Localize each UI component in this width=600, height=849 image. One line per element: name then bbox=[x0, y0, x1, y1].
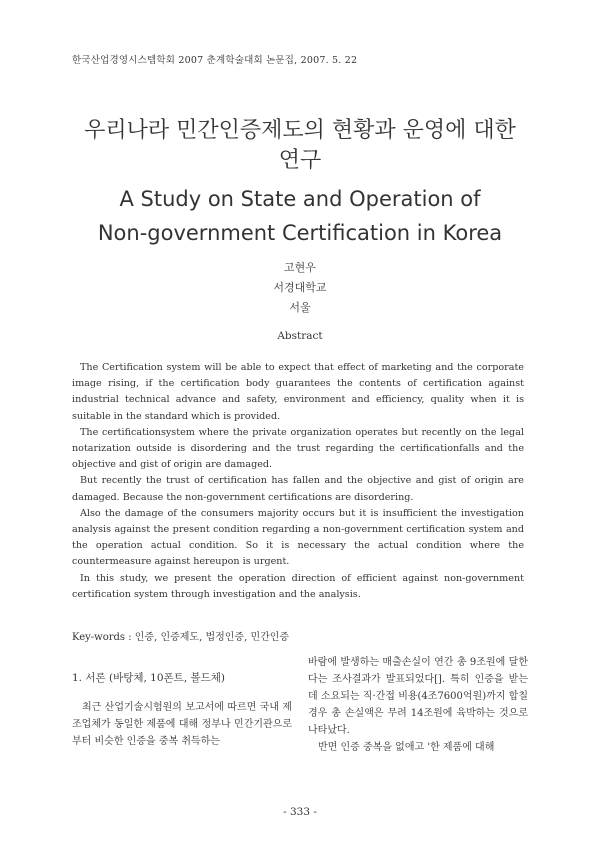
korean-title-line-2: 연구 bbox=[278, 148, 322, 173]
abstract-paragraph: In this study, we present the operation direction of efficient against non-government certification system through investigation and the analysis. bbox=[72, 572, 524, 600]
title-block bbox=[0, 116, 600, 250]
author-location: 서울 bbox=[289, 301, 311, 314]
section-heading: 1. 서론 (바탕체, 10폰트, 볼드체) bbox=[72, 672, 226, 684]
abstract-paragraph: Also the damage of the consumers majority occurs but it is insufficient the investigation analysis against the present condition regarding a non-government certification system and the operation actual condition. So it is necessary the actual condition where the countermeasure against hereupon is urgent. bbox=[72, 507, 524, 568]
page-number: - 333 - bbox=[283, 806, 317, 818]
author-affiliation: 서경대학교 bbox=[273, 281, 327, 294]
abstract-heading: Abstract bbox=[277, 330, 323, 342]
author-name: 고현우 bbox=[284, 261, 316, 274]
author-block bbox=[0, 258, 600, 318]
abstract-paragraph: But recently the trust of certification has fallen and the objective and gist of origin are damaged. Because the non-government certifications are disordering. bbox=[72, 475, 524, 503]
body-paragraph: 반면 인증 중복을 없애고 '한 제품에 대해 bbox=[318, 742, 495, 753]
keywords-line: Key-words : 인증, 인증제도, 법정인증, 민간인증 bbox=[72, 632, 290, 643]
abstract-paragraph: The certificationsystem where the private organization operates but recently on the legal notarization outside is disordering and the trust regarding the certificationfalls and the objective and gist of origin are damaged. bbox=[72, 426, 524, 471]
body-left-column bbox=[72, 670, 292, 750]
body-paragraph: 최근 산업기술시험원의 보고서에 따르면 국내 제조업체가 동일한 제품에 대해 정부나 민간기관으로부터 비슷한 인증을 중복 취득하는 bbox=[72, 702, 292, 747]
body-right-column bbox=[308, 654, 528, 756]
body-paragraph: 바람에 발생하는 매출손실이 연간 총 9조원에 달한다는 조사결과가 발표되었다[]. 특히 인증을 받는 데 소요되는 직·간접 비용(4조7600억원)까지 합칠 경우 총 손실액은 무려 14조원에 육박하는 것으로 나타났다. bbox=[308, 657, 528, 736]
english-title-line-1: A Study on State and Operation of bbox=[119, 187, 481, 211]
abstract-body bbox=[72, 360, 524, 603]
running-header: 한국산업경영시스템학회 2007 춘계학술대회 논문집, 2007. 5. 22 bbox=[72, 55, 358, 66]
english-title-line-2: Non-government Certification in Korea bbox=[97, 221, 503, 245]
korean-title-line-1: 우리나라 민간인증제도의 현황과 운영에 대한 bbox=[84, 118, 516, 143]
abstract-paragraph: The Certification system will be able to expect that effect of marketing and the corporate image rising, if the certification body guarantees the contents of certification against industrial technical advance and safety, environment and efficiency, quality when it is suitable in the standard which is provided. bbox=[72, 362, 524, 422]
